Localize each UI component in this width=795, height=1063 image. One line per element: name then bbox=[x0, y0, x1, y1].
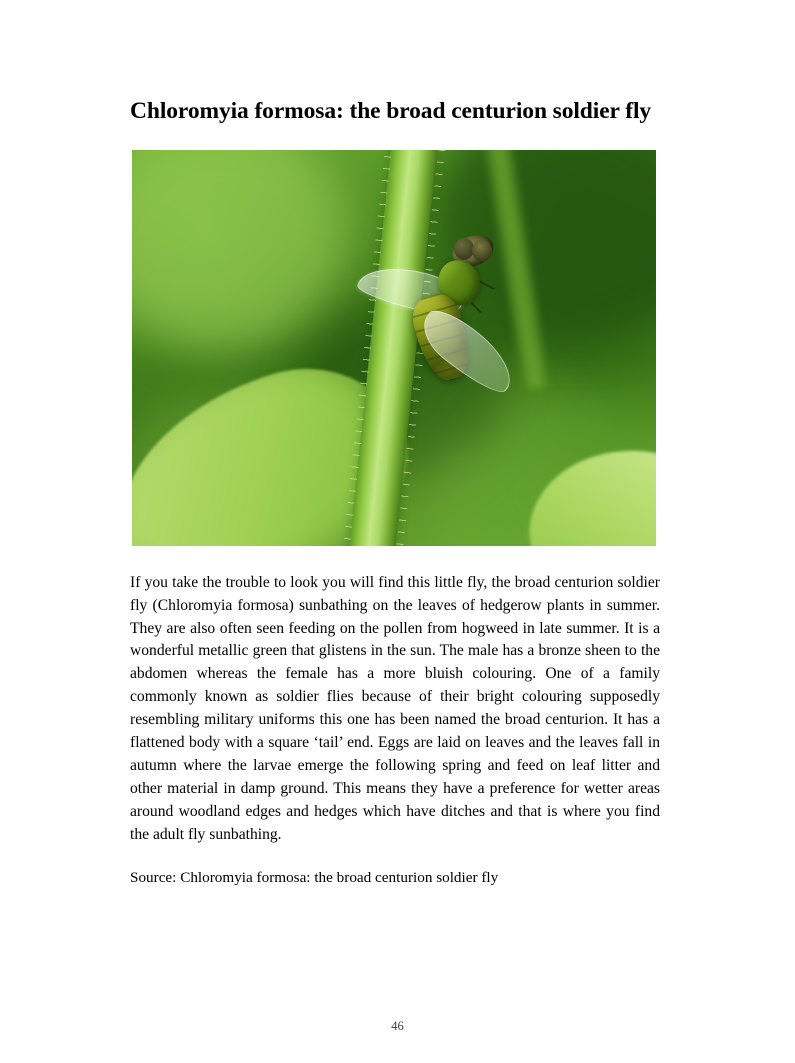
photo-background bbox=[132, 150, 656, 546]
background-foliage-blob bbox=[132, 150, 352, 350]
source-line: Source: Chloromyia formosa: the broad centurion soldier fly bbox=[130, 868, 499, 886]
soldier-fly bbox=[368, 236, 528, 466]
fly-photograph bbox=[132, 150, 656, 546]
body-paragraph: If you take the trouble to look you will find this little fly, the broad centurion soldier fly (Chloromyia formosa) sunbathing on the leaves of hedgerow plants in summer. They are also often seen feeding on the pollen from hogweed in late summer. It is a wonderful metallic green that glistens in the sun. The male has a bronze sheen to the abdomen whereas the female has a more bluish colouring. One of a family commonly known as soldier flies because of their bright colouring supposedly resembling military uniforms this one has been named the broad centurion. It has a flattened body with a square ‘tail’ end. Eggs are laid on leaves and the leaves fall in autumn where the larvae emerge the following spring and feed on leaf litter and other material in damp ground. This means they have a preference for wetter areas around woodland edges and hedges which have ditches and that is where you find the adult fly sunbathing. bbox=[130, 573, 660, 843]
fly-eye bbox=[454, 238, 474, 260]
fly-eye bbox=[472, 240, 492, 262]
page-content bbox=[130, 96, 660, 889]
page-number: 46 bbox=[391, 1019, 404, 1033]
page-title: Chloromyia formosa: the broad centurion soldier fly bbox=[130, 98, 652, 124]
